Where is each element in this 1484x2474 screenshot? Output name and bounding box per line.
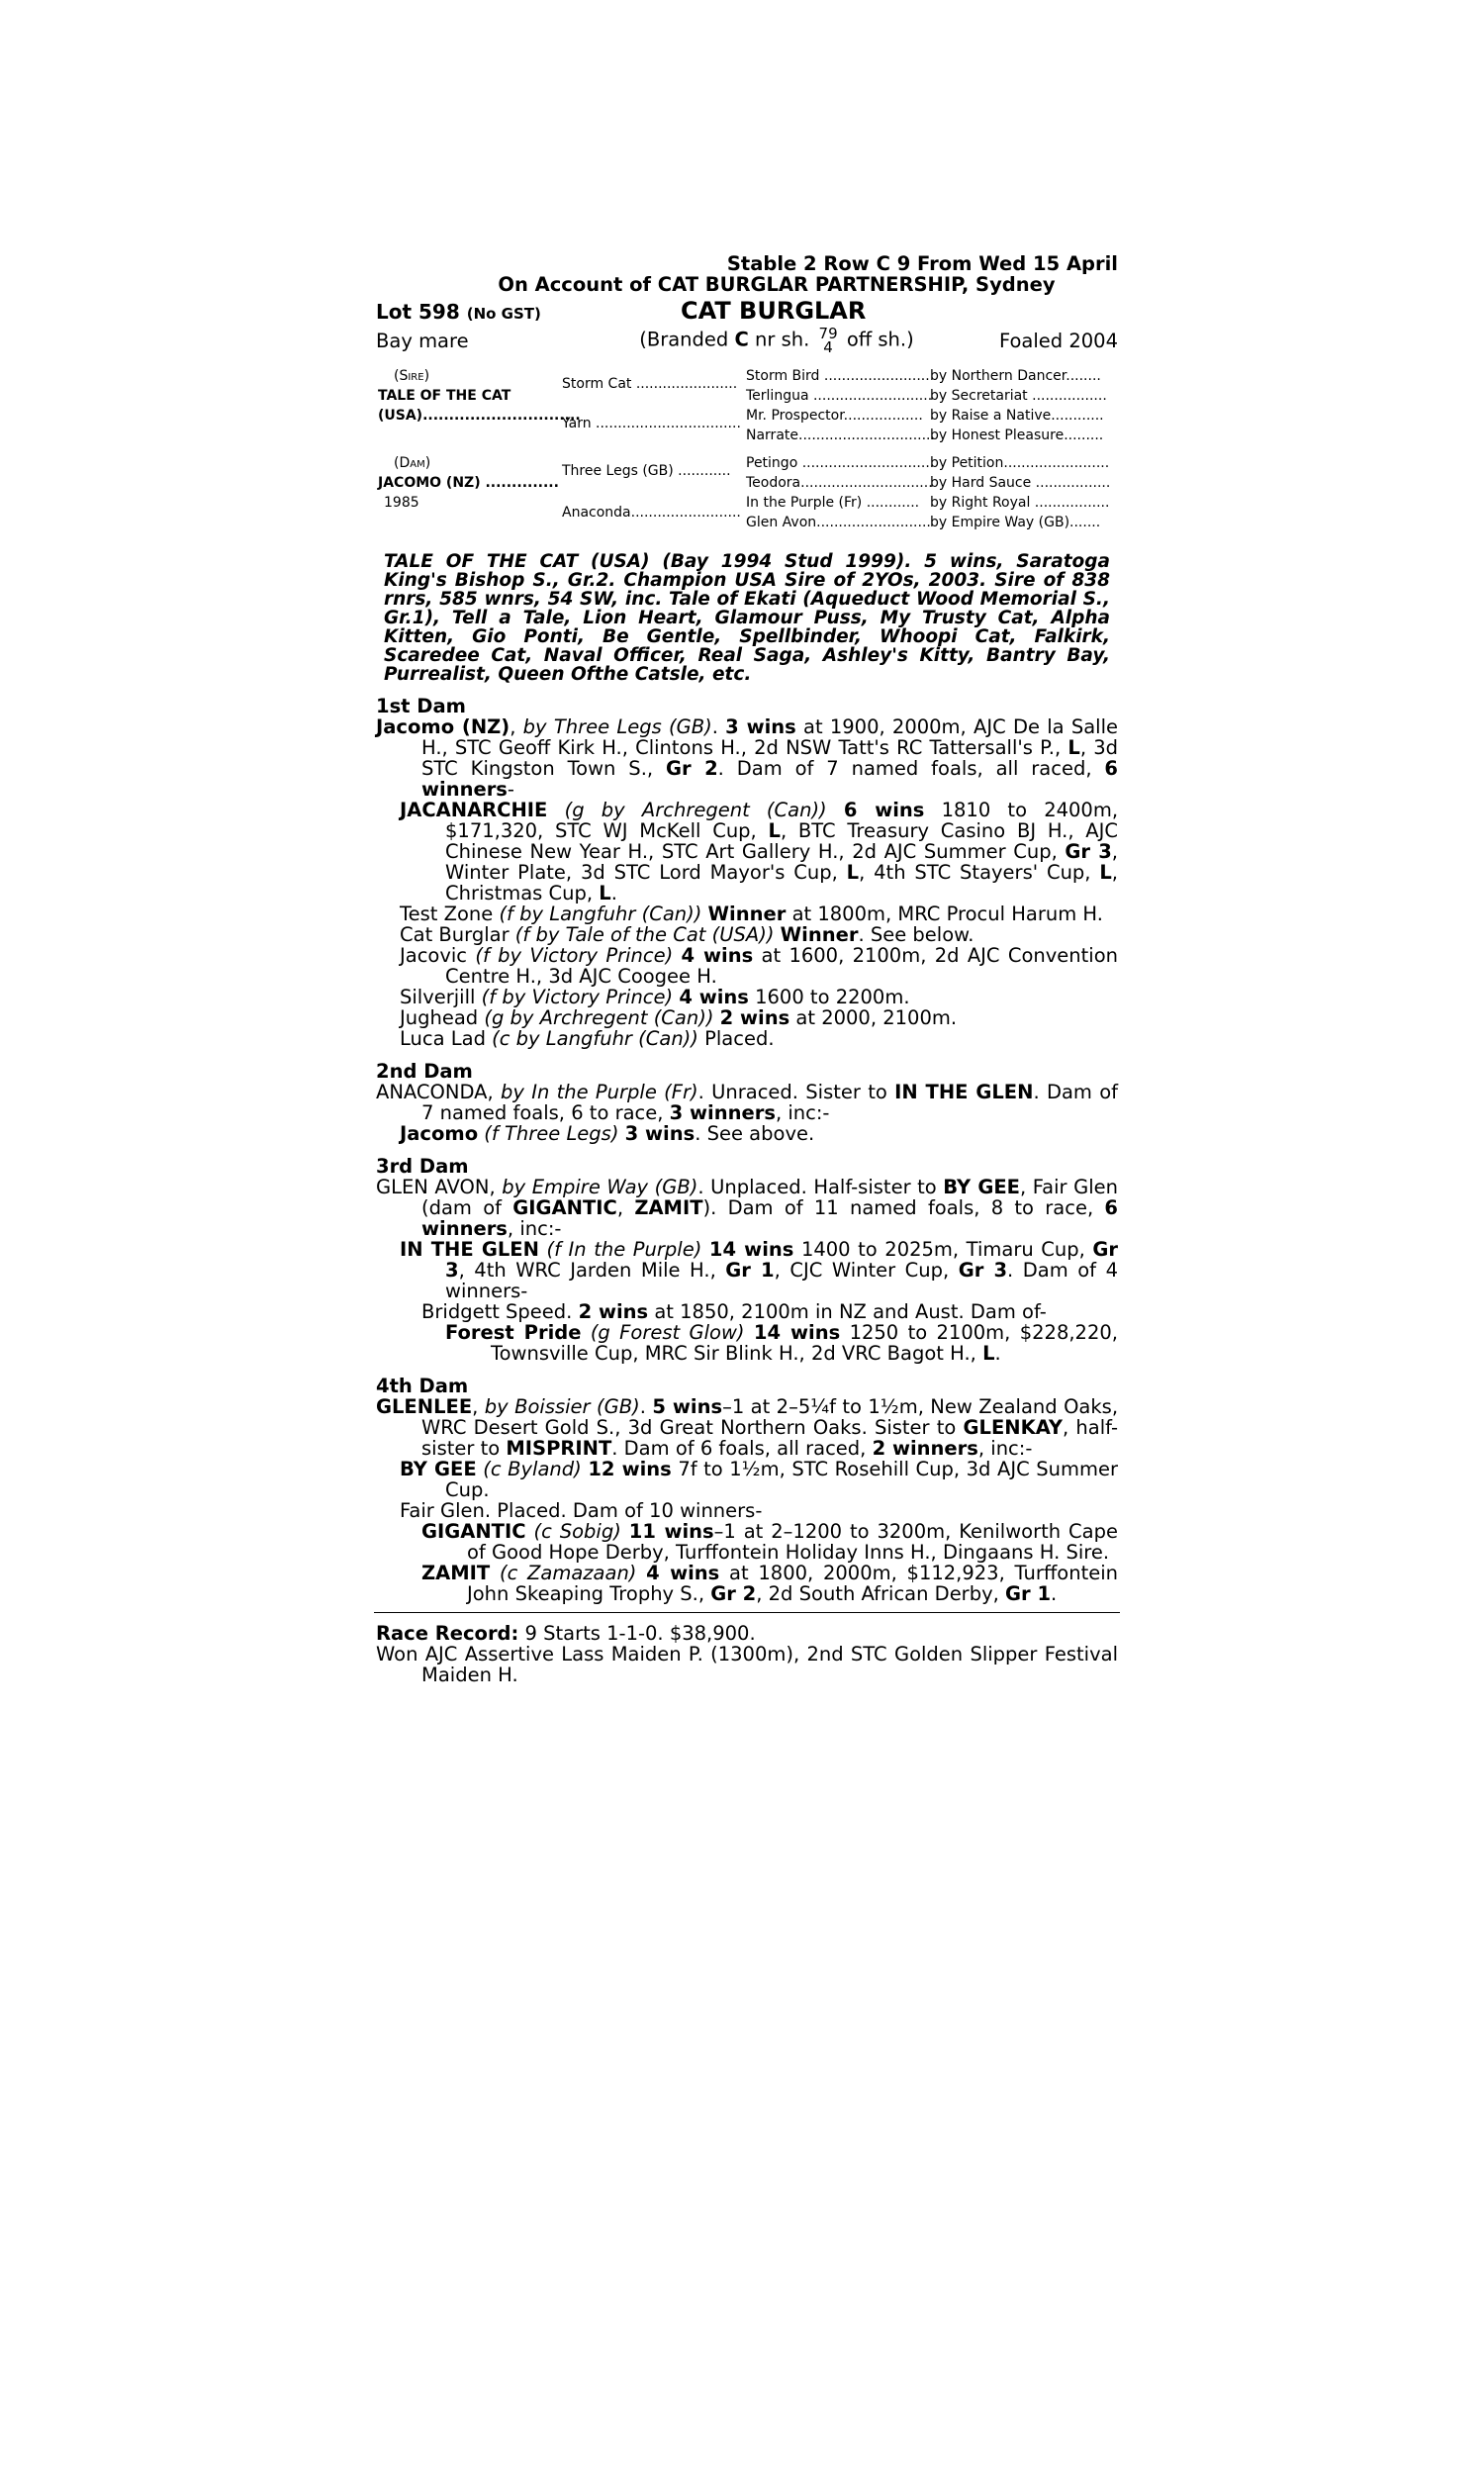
- progeny-sire: (c Sobig): [533, 1520, 621, 1543]
- gst-note: (No GST): [466, 305, 541, 323]
- fourth-dam-entry: GLENLEE, by Boissier (GB). 5 wins–1 at 2–5¼f to 1½m, New Zealand Oaks, WRC Desert Gold S., 3d Great Northern Oaks. Sister to GLENKAY, half-sister to MISPRINT. Dam of 6 foals, all raced, 2 winners, inc:-: [376, 1395, 1119, 1460]
- catalogue-page: [376, 253, 1118, 1685]
- progeny-luca-lad: [376, 1028, 1118, 1049]
- progeny-sire: (c Zamazaan): [499, 1562, 637, 1584]
- listed-mark: L: [768, 819, 781, 842]
- second-dam-heading: 2nd Dam: [376, 1060, 473, 1083]
- progeny-text-3: .: [1051, 1582, 1058, 1605]
- ped-gg-2: Terlingua ...........................: [746, 388, 933, 404]
- stable-location: Stable 2 Row C 9 From Wed 15 April: [726, 252, 1118, 275]
- race-record-value: 9 Starts 1-1-0. $38,900.: [524, 1622, 756, 1645]
- grandsire-1: Storm Cat .......................: [562, 376, 738, 392]
- race-record-wins: Won AJC Assertive Lass Maiden P. (1300m), 2nd STC Golden Slipper Festival Maiden H.: [376, 1643, 1118, 1686]
- progeny-text: 1600 to 2200m.: [755, 986, 910, 1008]
- ped-ggg-3: by Raise a Native............: [930, 408, 1104, 424]
- dam-text-2: , half-sister to: [421, 1416, 1118, 1460]
- progeny-text-3: , CJC Winter Cup,: [774, 1259, 959, 1282]
- ped-ggg-8: by Empire Way (GB).......: [930, 515, 1101, 530]
- progeny-test-zone: [376, 904, 1118, 924]
- dam-text-3: , inc:-: [775, 1101, 830, 1124]
- lot-label: Lot 598: [376, 300, 460, 324]
- progeny-wins: 12 wins: [588, 1458, 672, 1480]
- progeny-text: . See above.: [695, 1122, 815, 1145]
- dam-text-2: , Fair Glen (dam of: [421, 1176, 1118, 1219]
- progeny-sire: (f by Victory Prince): [475, 944, 674, 967]
- progeny-in-the-glen: [376, 1239, 1118, 1301]
- listed-mark: L: [599, 882, 611, 904]
- horse-info-line: [376, 327, 1118, 354]
- dam-winners: 3 winners: [669, 1101, 776, 1124]
- ped-ggg-1: by Northern Dancer........: [930, 368, 1101, 384]
- progeny-wins: Winner: [780, 923, 859, 946]
- progeny-name: Forest Pride: [445, 1321, 582, 1344]
- granddam-1: Yarn .................................: [562, 416, 741, 431]
- progeny-name: Test Zone: [400, 903, 494, 925]
- dam-wins: 5 wins: [652, 1395, 723, 1418]
- progeny-text: 1400 to 2025m, Timaru Cup,: [800, 1238, 1093, 1261]
- dam-name: ANACONDA,: [376, 1081, 501, 1103]
- progeny-wins: 4 wins: [646, 1562, 720, 1584]
- ped-gg-6: Teodora..............................: [746, 475, 933, 491]
- horse-name: CAT BURGLAR: [681, 297, 867, 325]
- progeny-name: GIGANTIC: [421, 1520, 526, 1543]
- relative-name: MISPRINT: [506, 1437, 612, 1460]
- progeny-wins: 2 wins: [578, 1300, 649, 1323]
- progeny-jacanarchie: [376, 800, 1118, 904]
- progeny-gigantic: [376, 1521, 1118, 1563]
- dam-text-4: ). Dam of 11 named foals, 8 to race,: [702, 1196, 1105, 1219]
- dam-text: at 1900, 2000m, AJC De la Salle H., STC Geoff Kirk H., Clintons H., 2d NSW Tatt's RC Tattersall's P.,: [421, 715, 1118, 759]
- dam-group: Gr 2: [665, 757, 718, 780]
- listed-mark: L: [846, 861, 860, 884]
- sire-label: (Sire): [394, 368, 430, 384]
- listed-mark: L: [1099, 861, 1112, 884]
- dam-year: 1985: [384, 495, 419, 511]
- dam-text-4: , inc:-: [977, 1437, 1033, 1460]
- progeny-sire: (g by Archregent (Can)): [484, 1006, 714, 1029]
- progeny-sire: (c Byland): [483, 1458, 582, 1480]
- brand-num-bottom: 4: [823, 338, 833, 356]
- dam-text-2: . Dam of 7 named foals, 6 to race,: [421, 1081, 1119, 1124]
- progeny-bridgett-speed: [376, 1301, 1118, 1322]
- dam-sire: by Empire Way (GB): [502, 1176, 698, 1198]
- progeny-text: –1 at 2–1200 to 3200m, Kenilworth Cape of Good Hope Derby, Turffontein Holiday Inns H., Dingaans H. Sire.: [467, 1520, 1118, 1564]
- progeny-name: JACANARCHIE: [400, 799, 548, 821]
- progeny-wins: 2 wins: [719, 1006, 790, 1029]
- progeny-name: BY GEE: [400, 1458, 477, 1480]
- ped-ggg-6: by Hard Sauce .................: [930, 475, 1111, 491]
- brand-description: [623, 327, 930, 354]
- progeny-name: ZAMIT: [421, 1562, 491, 1584]
- third-dam-entry: [376, 1177, 1118, 1239]
- progeny-text-2: , 4th WRC Jarden Mile H.,: [458, 1259, 726, 1282]
- pedigree-table: [376, 366, 1118, 540]
- sire-name-line2: (USA)..............................: [378, 408, 581, 424]
- progeny-wins: 6 wins: [843, 799, 925, 821]
- progeny-forest-pride: [376, 1322, 1118, 1364]
- progeny-sire: (g Forest Glow): [590, 1321, 745, 1344]
- dam-text-4: -: [507, 778, 514, 801]
- brand-post: off sh.): [846, 328, 914, 351]
- progeny-wins: 4 wins: [681, 944, 754, 967]
- brand-number: [819, 327, 838, 354]
- progeny-sire: (f by Victory Prince): [481, 986, 674, 1008]
- dam-winners: 6 winners: [421, 1196, 1118, 1240]
- progeny-text-2: , 2d South African Derby,: [756, 1582, 1006, 1605]
- listed-mark: L: [982, 1342, 995, 1365]
- progeny-sire: (f by Tale of the Cat (USA)): [514, 923, 775, 946]
- dam-wins: 3 wins: [725, 715, 796, 738]
- horse-sex: Bay mare: [376, 329, 469, 352]
- progeny-text-3: , Winter Plate, 3d STC Lord Mayor's Cup,: [445, 840, 1118, 884]
- progeny-cat-burglar: [376, 924, 1118, 945]
- brand-mid: nr sh.: [755, 328, 810, 351]
- progeny-text-4: , 4th STC Stayers' Cup,: [859, 861, 1100, 884]
- ped-gg-3: Mr. Prospector..................: [746, 408, 923, 424]
- dam-text-3: . Dam of 7 named foals, all raced,: [717, 757, 1105, 780]
- dam-listed: L: [1067, 736, 1080, 759]
- progeny-text: at 1800m, MRC Procul Harum H.: [791, 903, 1103, 925]
- dam-name: GLENLEE: [376, 1395, 473, 1418]
- granddam-2: Anaconda.........................: [562, 505, 741, 521]
- third-dam-heading: 3rd Dam: [376, 1155, 469, 1178]
- brand-letter: C: [734, 328, 749, 351]
- progeny-jughead: [376, 1007, 1118, 1028]
- progeny-text: at 1600, 2100m, 2d AJC Convention Centre H., 3d AJC Coogee H.: [445, 944, 1119, 988]
- progeny-name: IN THE GLEN: [400, 1238, 539, 1261]
- progeny-name: Silverjill: [400, 986, 476, 1008]
- progeny-text: 7f to 1½m, STC Rosehill Cup, 3d AJC Summer Cup.: [445, 1458, 1118, 1501]
- first-dam-entry: Jacomo (NZ), by Three Legs (GB). 3 wins at 1900, 2000m, AJC De la Salle H., STC Geoff Kirk H., Clintons H., 2d NSW Tatt's RC Tattersall's P., L, 3d STC Kingston Town S., Gr 2. Dam of 7 named foals, all raced, 6 winners-: [376, 715, 1118, 801]
- progeny-text: . See below.: [858, 923, 974, 946]
- progeny-name: Jacomo: [400, 1122, 479, 1145]
- sire-name-line1: TALE OF THE CAT: [378, 388, 511, 404]
- ped-gg-8: Glen Avon..........................: [746, 515, 931, 530]
- progeny-wins: 3 wins: [624, 1122, 696, 1145]
- progeny-name: Luca Lad: [400, 1027, 486, 1050]
- first-dam-heading: 1st Dam: [376, 695, 466, 717]
- ped-ggg-5: by Petition........................: [930, 455, 1110, 471]
- dam-text: . Unraced. Sister to: [697, 1081, 895, 1103]
- sire-summary: TALE OF THE CAT (USA) (Bay 1994 Stud 1999). 5 wins, Saratoga King's Bishop S., Gr.2. Champion USA Sire of 2YOs, 2003. Sire of 838 rnrs, 585 wnrs, 54 SW, inc. Tale of Ekati (Aqueduct Wood Memorial S., Gr.1), Tell a Tale, Lion Heart, Glamour Puss, My Trusty Cat, Alpha Kitten, Gio Ponti, Be Gentle, Spellbinder, Whoopi Cat, Falkirk, Scaredee Cat, Naval Officer, Real Saga, Ashley's Kitty, Bantry Bay, Purrealist, Queen Ofthe Catsle, etc.: [384, 551, 1110, 685]
- dam-text-2: , 3d STC Kingston Town S.,: [421, 736, 1118, 780]
- dam-sire: by Three Legs (GB): [522, 715, 712, 738]
- ped-gg-4: Narrate...............................: [746, 428, 935, 443]
- relative-name: GIGANTIC: [512, 1196, 617, 1219]
- group-mark: Gr 3: [445, 1238, 1119, 1282]
- progeny-zamit: [376, 1563, 1118, 1604]
- section-divider: [374, 1612, 1120, 1613]
- progeny-text-2: , BTC Treasury Casino BJ H., AJC Chinese New Year H., STC Art Gallery H., 2d AJC Summer Cup,: [445, 819, 1118, 863]
- grandsire-2: Three Legs (GB) ............: [562, 463, 731, 479]
- progeny-text: 1250 to 2100m, $228,220, Townsville Cup, MRC Sir Blink H., 2d VRC Bagot H.,: [491, 1321, 1118, 1365]
- ped-ggg-2: by Secretariat .................: [930, 388, 1107, 404]
- progeny-by-gee: [376, 1459, 1118, 1500]
- progeny-wins: 14 wins: [753, 1321, 841, 1344]
- progeny-name: Bridgett Speed.: [421, 1300, 579, 1323]
- progeny-wins: 14 wins: [708, 1238, 794, 1261]
- progeny-sire: (f In the Purple): [546, 1238, 702, 1261]
- dam-sire: by In the Purple (Fr): [500, 1081, 698, 1103]
- ped-gg-7: In the Purple (Fr) ............: [746, 495, 920, 511]
- fourth-dam-heading: 4th Dam: [376, 1375, 469, 1397]
- progeny-wins: Winner: [707, 903, 787, 925]
- dam-winners: 2 winners: [872, 1437, 978, 1460]
- ped-ggg-4: by Honest Pleasure.........: [930, 428, 1104, 443]
- group-mark: Gr 1: [1005, 1582, 1052, 1605]
- progeny-sire: (f by Langfuhr (Can)): [499, 903, 702, 925]
- progeny-text: at 2000, 2100m.: [795, 1006, 958, 1029]
- progeny-sire: (g by Archregent (Can)): [564, 799, 827, 821]
- race-record: [376, 1623, 1118, 1644]
- dam-text: . Unplaced. Half-sister to: [697, 1176, 944, 1198]
- lot-line: [376, 297, 1118, 325]
- group-mark: Gr 2: [710, 1582, 757, 1605]
- progeny-wins: 11 wins: [628, 1520, 714, 1543]
- dam-text-5: , inc:-: [507, 1217, 562, 1240]
- progeny-text: Placed.: [704, 1027, 775, 1050]
- progeny-text-2: .: [994, 1342, 1001, 1365]
- second-dam-entry: [376, 1082, 1118, 1123]
- group-mark: Gr 3: [1065, 840, 1112, 863]
- ped-gg-1: Storm Bird ........................: [746, 368, 930, 384]
- progeny-fair-glen: Fair Glen. Placed. Dam of 10 winners-: [400, 1499, 763, 1522]
- relative-name: BY GEE: [943, 1176, 1020, 1198]
- dam-name: GLEN AVON,: [376, 1176, 503, 1198]
- group-mark: Gr 3: [958, 1259, 1008, 1282]
- race-record-label: Race Record:: [376, 1622, 519, 1645]
- foaled-year: Foaled 2004: [998, 329, 1118, 352]
- dam-sire: by Boissier (GB): [484, 1395, 640, 1418]
- brand-num-top: 79: [818, 325, 838, 342]
- progeny-jacovic: [376, 945, 1118, 987]
- ped-ggg-7: by Right Royal .................: [930, 495, 1110, 511]
- progeny-sire: (c by Langfuhr (Can)): [492, 1027, 698, 1050]
- brand-pre: (Branded: [639, 328, 729, 351]
- progeny-text: at 1800, 2000m, $112,923, Turffontein John Skeaping Trophy S.,: [467, 1562, 1119, 1605]
- lot-number: [376, 302, 653, 325]
- ped-gg-5: Petingo ..............................: [746, 455, 935, 471]
- dam-name: Jacomo (NZ): [376, 715, 510, 738]
- dam-winners: 6 winners: [421, 757, 1118, 801]
- dam-text: –1 at 2–5¼f to 1½m, New Zealand Oaks, WRC Desert Gold S., 3d Great Northern Oaks. Sister to: [421, 1395, 1119, 1439]
- dam-text-3: . Dam of 6 foals, all raced,: [611, 1437, 873, 1460]
- progeny-text-4: . Dam of 4 winners-: [445, 1259, 1118, 1302]
- group-mark: Gr 1: [725, 1259, 775, 1282]
- relative-name: GLENKAY: [963, 1416, 1064, 1439]
- dam-label: (Dam): [394, 455, 431, 471]
- dam-name: JACOMO (NZ) ..............: [378, 475, 559, 491]
- progeny-sire: (f Three Legs): [484, 1122, 619, 1145]
- relative-name: ZAMIT: [634, 1196, 703, 1219]
- progeny-text: at 1850, 2100m in NZ and Aust. Dam of-: [654, 1300, 1047, 1323]
- progeny-name: Cat Burglar: [400, 923, 510, 946]
- progeny-jacomo: [376, 1123, 1118, 1144]
- sister-name: IN THE GLEN: [894, 1081, 1034, 1103]
- progeny-text-5: , Christmas Cup,: [445, 861, 1118, 904]
- progeny-name: Jughead: [400, 1006, 479, 1029]
- progeny-silverjill: [376, 987, 1118, 1007]
- vendor-account: On Account of CAT BURGLAR PARTNERSHIP, Sydney: [498, 273, 1056, 296]
- progeny-wins: 4 wins: [679, 986, 749, 1008]
- progeny-text: 1810 to 2400m, $171,320, STC WJ McKell Cup,: [445, 799, 1119, 842]
- progeny-text-6: .: [610, 882, 617, 904]
- progeny-name: Jacovic: [400, 944, 468, 967]
- dam-text-3: ,: [616, 1196, 635, 1219]
